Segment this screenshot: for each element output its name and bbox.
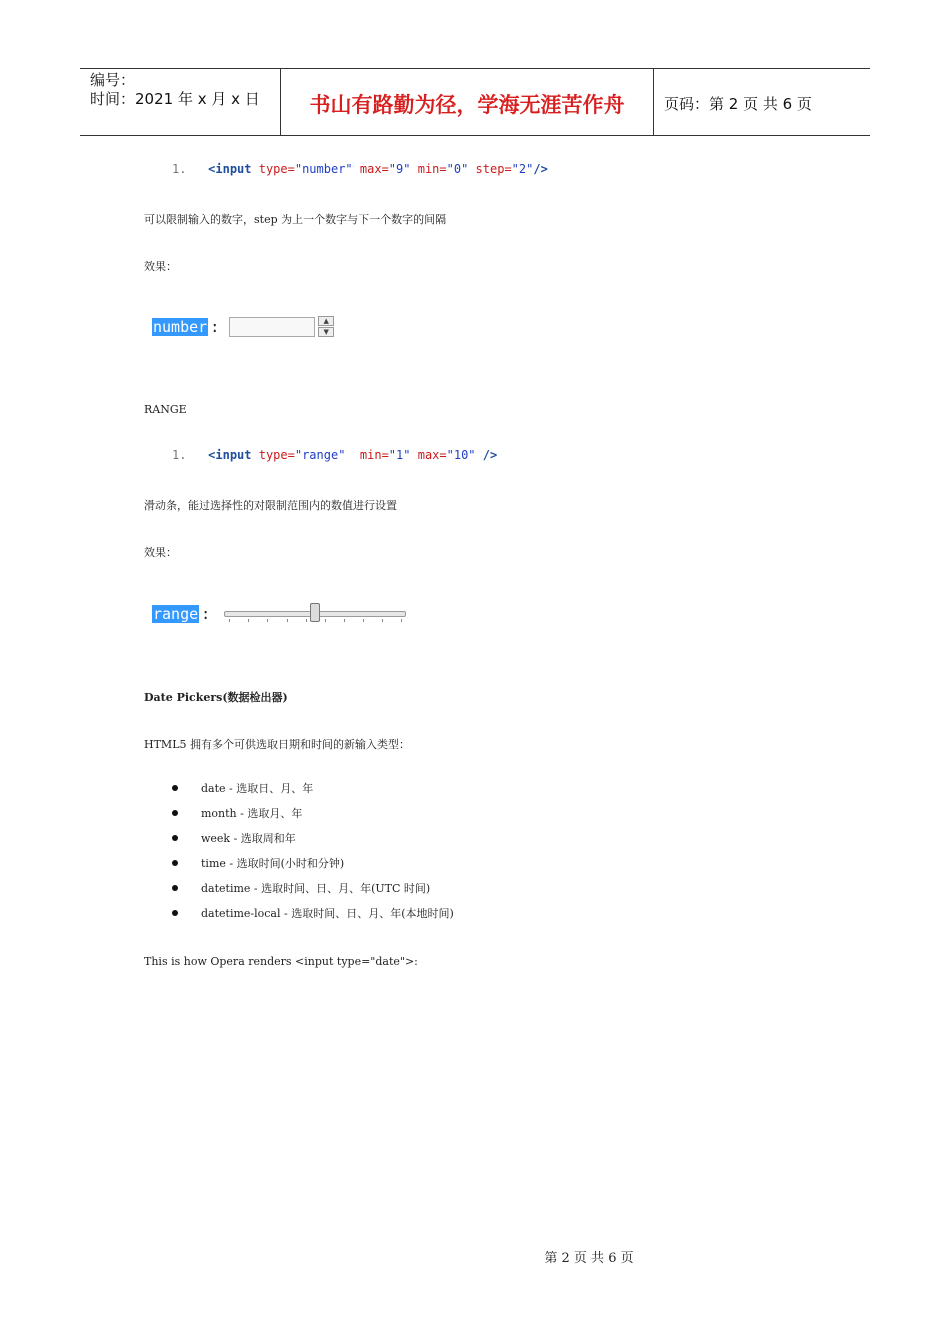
slider-tick (306, 619, 307, 622)
number-demo-colon: : (210, 318, 220, 336)
header-meta (80, 69, 281, 135)
number-demo (152, 316, 334, 338)
header-number-label: 编号： (90, 71, 136, 89)
range-demo-colon: : (201, 605, 211, 623)
slider-tick (325, 619, 326, 622)
list-item (172, 830, 454, 855)
list-item (172, 880, 454, 905)
list-item-text: month - 选取月、年 (201, 807, 303, 820)
code-line-range (172, 448, 497, 462)
header-time-label: 时间：2021 年 x 月 x 日 (90, 90, 260, 108)
code-val-step: "2" (511, 162, 534, 176)
list-item-text: week - 选取周和年 (201, 832, 296, 845)
range-demo (152, 603, 406, 625)
code-line-number (172, 162, 548, 176)
range-effect-label: 效果： (144, 546, 177, 559)
code-tag-open: <input (208, 448, 252, 462)
code-val-min: "0" (446, 162, 469, 176)
list-item-text: datetime-local - 选取时间、日、月、年(本地时间) (201, 907, 454, 920)
range-demo-label: range (153, 605, 199, 623)
code-attr-max: max= (359, 162, 389, 176)
header-page-info: 页码：第 2 页 共 6 页 (664, 94, 812, 113)
spinner-up-icon[interactable]: ▲ (318, 316, 334, 326)
slider-tick (344, 619, 345, 622)
code-val-type: "number" (294, 162, 353, 176)
code-attr-max: max= (417, 448, 447, 462)
date-pickers-intro: HTML5 拥有多个可供选取日期和时间的新输入类型： (144, 738, 410, 751)
date-pickers-heading: Date Pickers(数据检出器) (144, 691, 288, 704)
code-val-max: "10" (446, 448, 476, 462)
slider-tick (248, 619, 249, 622)
code-attr-min: min= (417, 162, 447, 176)
slider-thumb[interactable] (310, 603, 320, 622)
bullet-icon (172, 835, 178, 841)
code-attr-min: min= (359, 448, 389, 462)
code-val-min: "1" (388, 448, 411, 462)
list-item (172, 905, 454, 930)
list-item (172, 805, 454, 830)
list-item-text: date - 选取日、月、年 (201, 782, 314, 795)
slider-tick (401, 619, 402, 622)
opera-note: This is how Opera renders <input type="date">: (144, 955, 418, 968)
slider-tick (287, 619, 288, 622)
number-effect-label: 效果： (144, 260, 177, 273)
slider-tick (363, 619, 364, 622)
code-val-max: "9" (388, 162, 411, 176)
number-demo-label: number (153, 318, 208, 336)
number-input[interactable] (229, 317, 315, 337)
header-motto: 书山有路勤为径，学海无涯苦作舟 (281, 69, 654, 135)
number-description: 可以限制输入的数字，step 为上一个数字与下一个数字的间隔 (144, 213, 447, 226)
code-line-no: 1. (172, 162, 187, 176)
spinner-down-icon[interactable]: ▼ (318, 327, 334, 337)
bullet-icon (172, 910, 178, 916)
code-attr-type: type= (258, 448, 295, 462)
page-header (80, 68, 870, 136)
slider-tick (229, 619, 230, 622)
page-footer: 第 2 页 共 6 页 (544, 1251, 634, 1266)
bullet-icon (172, 860, 178, 866)
bullet-icon (172, 885, 178, 891)
number-spinner[interactable] (318, 316, 334, 338)
list-item-text: datetime - 选取时间、日、月、年(UTC 时间) (201, 882, 431, 895)
code-tag-close: /> (482, 448, 498, 462)
range-heading: RANGE (144, 403, 187, 416)
bullet-icon (172, 785, 178, 791)
list-item (172, 855, 454, 880)
list-item-text: time - 选取时间(小时和分钟) (201, 857, 345, 870)
code-attr-type: type= (258, 162, 295, 176)
code-attr-step: step= (475, 162, 512, 176)
bullet-icon (172, 810, 178, 816)
date-type-list (172, 780, 454, 930)
code-val-type: "range" (294, 448, 346, 462)
code-tag-close: /> (533, 162, 548, 176)
slider-tick (382, 619, 383, 622)
list-item (172, 780, 454, 805)
code-line-no: 1. (172, 448, 187, 462)
slider-tick (267, 619, 268, 622)
range-description: 滑动条，能过选择性的对限制范围内的数值进行设置 (144, 499, 397, 512)
code-tag-open: <input (208, 162, 252, 176)
range-slider[interactable] (224, 603, 406, 625)
